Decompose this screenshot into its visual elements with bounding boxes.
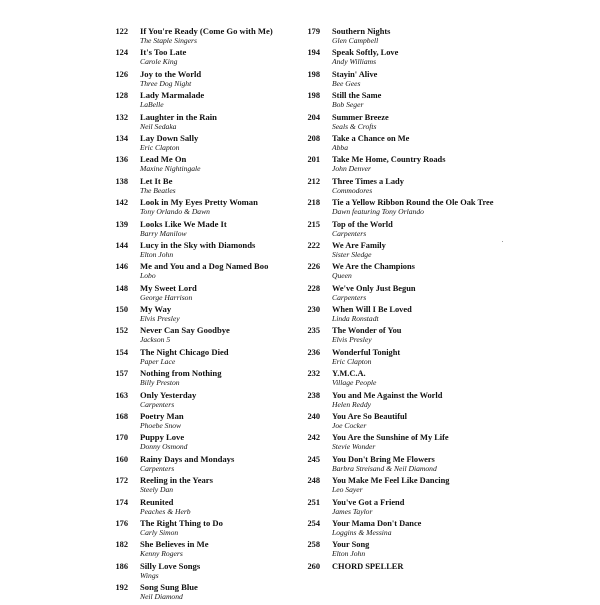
page-number: 142: [115, 198, 128, 208]
page-number: 194: [307, 48, 320, 58]
song-title: Y.M.C.A.: [332, 369, 366, 379]
page-number: 132: [115, 112, 128, 122]
artist-name: Wings: [140, 570, 159, 580]
song-title: It's Too Late: [140, 47, 187, 58]
page-number: 251: [307, 497, 320, 507]
page-number: 146: [115, 262, 128, 272]
contents-entry: [296, 91, 496, 112]
contents-entry: [104, 562, 294, 583]
page-number: 254: [307, 518, 320, 528]
page-number: 172: [115, 476, 128, 486]
artist-name: The Beatles: [140, 185, 176, 195]
page-number: 242: [307, 433, 320, 443]
page-number: 186: [115, 561, 128, 571]
page-number: 236: [307, 347, 320, 357]
artist-name: Phoebe Snow: [140, 421, 182, 431]
artist-name: Barry Manilow: [140, 228, 187, 238]
contents-entry: [296, 241, 496, 262]
song-title: Lay Down Sally: [140, 132, 199, 143]
artist-name: Linda Ronstadt: [332, 314, 379, 324]
contents-entry: [104, 134, 294, 155]
page-number: 258: [307, 540, 320, 550]
song-title: The Right Thing to Do: [140, 517, 223, 528]
page-number: 248: [307, 476, 320, 486]
artist-name: Paper Lace: [140, 356, 176, 366]
page-number: 208: [307, 133, 320, 143]
scan-speck: [502, 241, 503, 242]
page-number: 122: [115, 27, 128, 36]
artist-name: Elvis Presley: [332, 335, 372, 345]
song-title: Let It Be: [140, 175, 173, 186]
artist-name: Steely Dan: [140, 485, 174, 495]
page-number: 238: [307, 390, 320, 400]
song-title: We've Only Just Begun: [332, 283, 416, 293]
contents-entry: [104, 262, 294, 283]
artist-name: The Staple Singers: [140, 36, 197, 45]
song-title: You Make Me Feel Like Dancing: [332, 476, 450, 486]
artist-name: John Denver: [332, 164, 372, 174]
contents-entry: [296, 540, 496, 561]
page-number: 124: [115, 48, 128, 58]
song-title: You Are So Beautiful: [332, 412, 407, 422]
artist-name: Abba: [332, 142, 349, 152]
contents-entry: [104, 155, 294, 176]
song-title: Still the Same: [332, 91, 382, 101]
page-number: 198: [307, 91, 320, 101]
page-number: 144: [115, 240, 128, 250]
song-title: You've Got a Friend: [332, 497, 405, 507]
artist-name: Dawn featuring Tony Orlando: [332, 207, 424, 217]
contents-entry: [104, 583, 294, 604]
artist-name: Billy Preston: [140, 378, 180, 388]
artist-name: Glen Campbell: [332, 36, 379, 45]
contents-entry: [104, 113, 294, 134]
artist-name: Neil Sedaka: [140, 121, 177, 131]
song-title: Never Can Say Goodbye: [140, 325, 230, 336]
artist-name: Elton John: [140, 249, 174, 259]
contents-entry: [104, 498, 294, 519]
song-title: Lady Marmalade: [140, 90, 205, 101]
contents-entry: [296, 412, 496, 433]
page-number: 179: [307, 27, 320, 36]
page-number: 163: [115, 390, 128, 400]
page-number: 212: [307, 176, 320, 186]
page-number: 218: [307, 198, 320, 208]
artist-name: Lobo: [140, 271, 156, 281]
page-number: 139: [115, 219, 128, 229]
song-title: Three Times a Lady: [332, 176, 404, 186]
artist-name: Neil Diamond: [140, 592, 183, 602]
page-number: 240: [307, 412, 320, 422]
contents-entry: [296, 48, 496, 69]
page-number: 160: [115, 454, 128, 464]
contents-entry: [104, 70, 294, 91]
contents-entry: [104, 433, 294, 454]
song-title: Looks Like We Made It: [140, 218, 227, 229]
artist-name: Leo Sayer: [332, 485, 363, 495]
contents-entry: [296, 433, 496, 454]
page-number: 228: [307, 283, 320, 293]
song-title: The Wonder of You: [332, 326, 402, 336]
contents-entry: [104, 177, 294, 198]
song-title: Joy to the World: [140, 68, 202, 79]
page-number: 245: [307, 454, 320, 464]
page-number: 134: [115, 133, 128, 143]
artist-name: LaBelle: [140, 100, 164, 110]
song-title: The Night Chicago Died: [140, 346, 229, 357]
contents-entry: [104, 220, 294, 241]
song-title: Only Yesterday: [140, 389, 197, 400]
page-number: 204: [307, 112, 320, 122]
artist-name: Donny Osmond: [140, 442, 188, 452]
page-number: 148: [115, 283, 128, 293]
page-number: 170: [115, 433, 128, 443]
artist-name: Carpenters: [332, 292, 367, 302]
song-title: Nothing from Nothing: [140, 368, 222, 379]
song-title: Lead Me On: [140, 154, 187, 165]
artist-name: Jackson 5: [140, 335, 171, 345]
page-number: 152: [115, 326, 128, 336]
song-title: She Believes in Me: [140, 539, 209, 550]
contents-entry: [296, 113, 496, 134]
contents-entry: [104, 326, 294, 347]
page-number: 201: [307, 155, 320, 165]
song-title: Reeling in the Years: [140, 475, 213, 486]
contents-entry: [104, 369, 294, 390]
contents-entry: [104, 241, 294, 262]
song-title: Southern Nights: [332, 27, 391, 36]
page-number: 174: [115, 497, 128, 507]
contents-column-right: [296, 27, 496, 583]
artist-name: Kenny Rogers: [140, 549, 183, 559]
song-title: Take Me Home, Country Roads: [332, 155, 446, 165]
contents-entry: [104, 540, 294, 561]
song-title: When Will I Be Loved: [332, 305, 412, 315]
artist-name: Queen: [332, 271, 352, 281]
song-title: Speak Softly, Love: [332, 48, 399, 58]
page-number: 222: [307, 240, 320, 250]
song-title: Tie a Yellow Ribbon Round the Ole Oak Tree: [332, 198, 494, 208]
song-title: Reunited: [140, 496, 174, 507]
song-title: Laughter in the Rain: [140, 111, 217, 122]
artist-name: Eric Clapton: [332, 356, 372, 366]
contents-entry: [104, 412, 294, 433]
artist-name: Bob Seger: [332, 100, 364, 110]
song-title: CHORD SPELLER: [332, 561, 404, 571]
contents-entry: [296, 198, 496, 219]
contents-entry: [296, 305, 496, 326]
contents-entry: [104, 305, 294, 326]
contents-entry: [296, 369, 496, 390]
artist-name: Carly Simon: [140, 527, 179, 537]
contents-entry: [296, 498, 496, 519]
song-title: We Are the Champions: [332, 262, 415, 272]
song-title: Summer Breeze: [332, 112, 389, 122]
page-number: 232: [307, 369, 320, 379]
artist-name: Joe Cocker: [332, 421, 367, 431]
artist-name: Commodores: [332, 185, 373, 195]
page-number: 182: [115, 540, 128, 550]
song-title: You Are the Sunshine of My Life: [332, 433, 449, 443]
contents-entry: [104, 348, 294, 369]
contents-entry: [296, 562, 496, 583]
page-number: 138: [115, 176, 128, 186]
page-number: 157: [115, 369, 128, 379]
artist-name: Carole King: [140, 57, 178, 67]
song-title: You and Me Against the World: [332, 390, 443, 400]
song-title: Your Mama Don't Dance: [332, 518, 422, 528]
artist-name: Stevie Wonder: [332, 442, 376, 452]
artist-name: Carpenters: [140, 399, 175, 409]
contents-entry: [296, 220, 496, 241]
contents-entry: [296, 519, 496, 540]
artist-name: Village People: [332, 378, 377, 388]
artist-name: Barbra Streisand & Neil Diamond: [332, 463, 437, 473]
song-title: My Sweet Lord: [140, 282, 197, 293]
contents-entry: [104, 91, 294, 112]
contents-entry: [104, 284, 294, 305]
contents-entry: [296, 326, 496, 347]
contents-entry: [296, 155, 496, 176]
page-number: 215: [307, 219, 320, 229]
contents-entry: [296, 70, 496, 91]
contents-entry: [104, 391, 294, 412]
page-number: 176: [115, 518, 128, 528]
song-title: Wonderful Tonight: [332, 347, 401, 357]
contents-entry: [296, 177, 496, 198]
page-number: 260: [307, 561, 320, 571]
song-title: Silly Love Songs: [140, 560, 201, 571]
song-title: Look in My Eyes Pretty Woman: [140, 197, 258, 208]
artist-name: Seals & Crofts: [332, 121, 377, 131]
page-number: 226: [307, 262, 320, 272]
page-number: 154: [115, 347, 128, 357]
song-title: Poetry Man: [140, 411, 184, 422]
contents-entry: [104, 27, 294, 48]
artist-name: Carpenters: [332, 228, 367, 238]
contents-entry: [296, 134, 496, 155]
page-number: 150: [115, 305, 128, 315]
contents-entry: [104, 48, 294, 69]
contents-entry: [104, 519, 294, 540]
artist-name: Eric Clapton: [140, 142, 180, 152]
artist-name: James Taylor: [332, 506, 373, 516]
contents-entry: [104, 198, 294, 219]
artist-name: Peaches & Herb: [140, 506, 191, 516]
artist-name: Helen Reddy: [332, 399, 372, 409]
song-title: Rainy Days and Mondays: [140, 453, 235, 464]
song-title: Puppy Love: [140, 432, 185, 443]
artist-name: Bee Gees: [332, 78, 361, 88]
contents-entry: [296, 348, 496, 369]
artist-name: Elvis Presley: [140, 314, 180, 324]
artist-name: Loggins & Messina: [332, 527, 392, 537]
contents-entry: [296, 284, 496, 305]
contents-entry: [104, 476, 294, 497]
artist-name: Elton John: [332, 549, 366, 559]
contents-entry: [296, 455, 496, 476]
contents-entry: [296, 27, 496, 48]
song-title: Song Sung Blue: [140, 582, 198, 593]
artist-name: Maxine Nightingale: [140, 164, 201, 174]
page-number: 126: [115, 69, 128, 79]
song-title: Your Song: [332, 540, 370, 550]
song-title: Top of the World: [332, 219, 393, 229]
song-title: If You're Ready (Come Go with Me): [140, 26, 273, 36]
contents-entry: [104, 455, 294, 476]
artist-name: Three Dog Night: [140, 78, 192, 88]
page-number: 235: [307, 326, 320, 336]
song-title: Lucy in the Sky with Diamonds: [140, 239, 256, 250]
artist-name: Sister Sledge: [332, 249, 372, 259]
artist-name: Andy Williams: [332, 57, 377, 67]
song-title: Stayin' Alive: [332, 69, 378, 79]
page-number: 230: [307, 305, 320, 315]
artist-name: George Harrison: [140, 292, 193, 302]
page-number: 136: [115, 155, 128, 165]
page-number: 198: [307, 69, 320, 79]
contents-entry: [296, 262, 496, 283]
contents-column-left: [104, 27, 294, 605]
song-title: You Don't Bring Me Flowers: [332, 454, 435, 464]
artist-name: Tony Orlando & Dawn: [140, 207, 210, 217]
artist-name: Carpenters: [140, 463, 175, 473]
song-title: Take a Chance on Me: [332, 133, 410, 143]
song-title: My Way: [140, 304, 172, 315]
song-title: We Are Family: [332, 240, 386, 250]
contents-entry: [296, 476, 496, 497]
page-number: 128: [115, 91, 128, 101]
page-number: 192: [115, 583, 128, 593]
page-number: 168: [115, 412, 128, 422]
song-title: Me and You and a Dog Named Boo: [140, 261, 269, 272]
contents-entry: [296, 391, 496, 412]
